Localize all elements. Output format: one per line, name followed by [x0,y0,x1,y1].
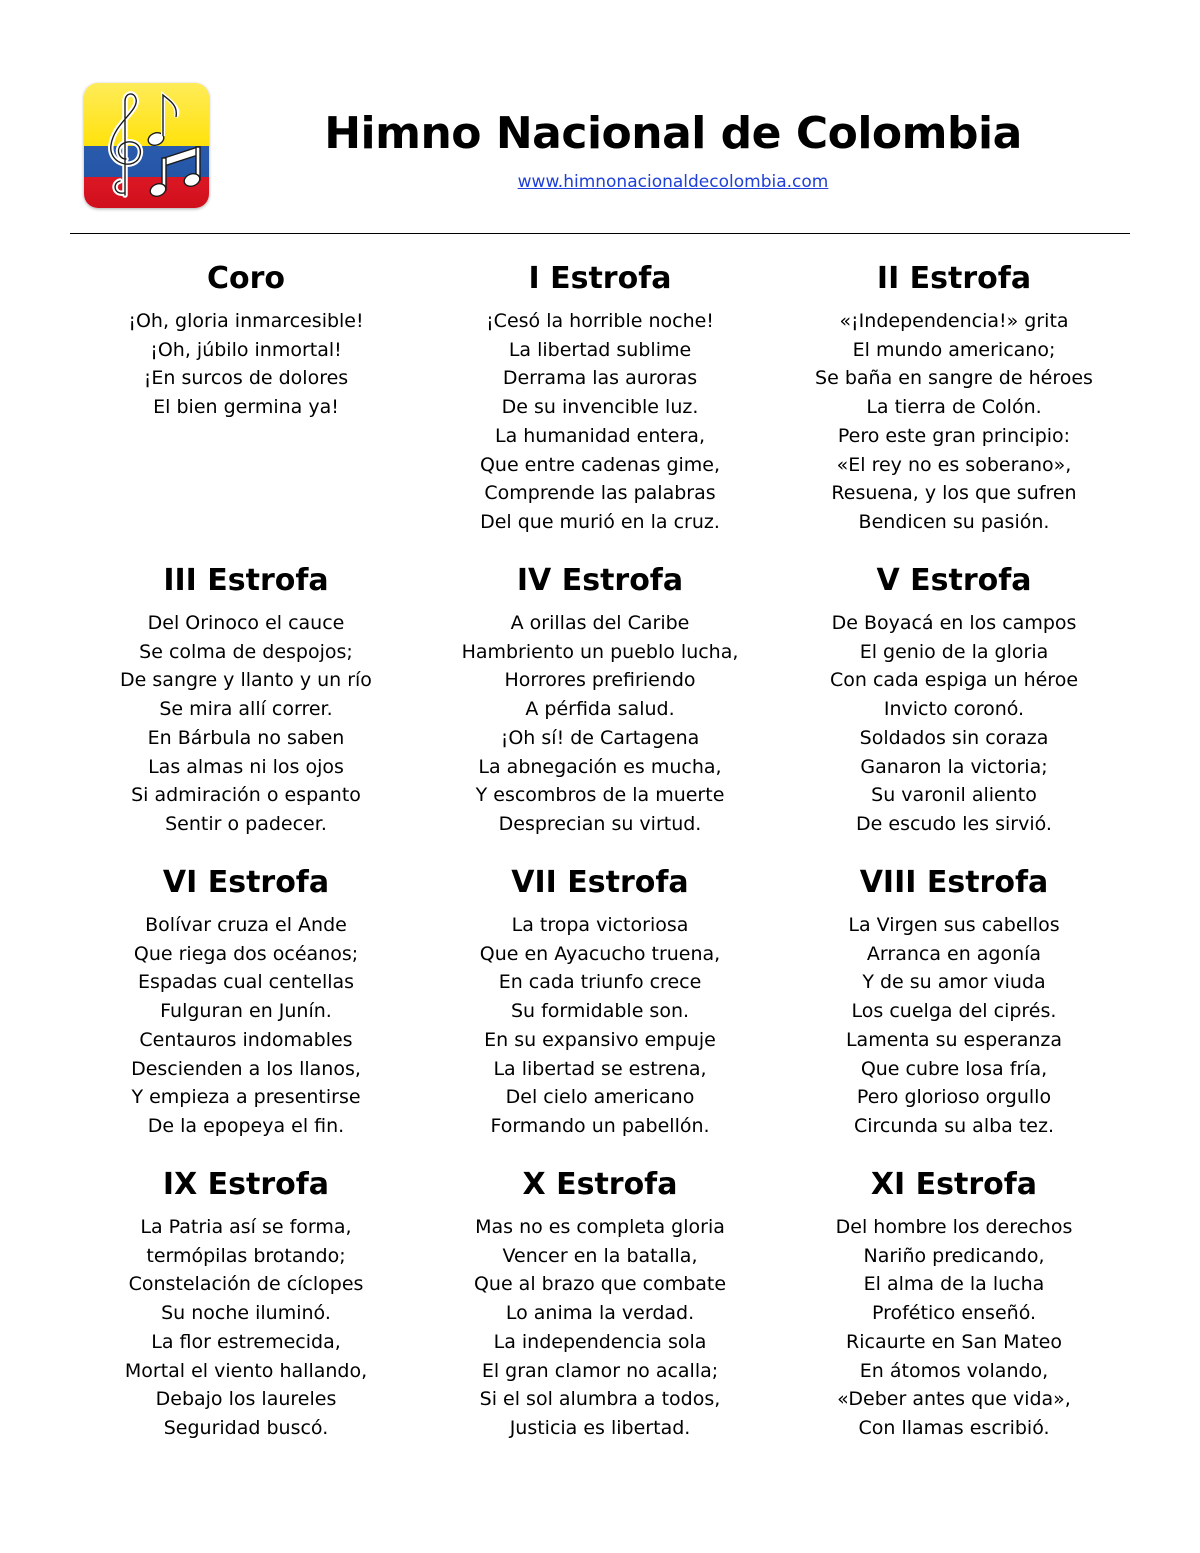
stanza-line: ¡Oh sí! de Cartagena [500,726,700,749]
stanza-line: Horrores prefiriendo [504,669,696,692]
stanza-line: Del que murió en la cruz. [480,510,720,533]
stanza-line: De su invencible luz. [501,396,699,419]
stanza-line: En su expansivo empuje [484,1028,716,1051]
stanza-line: Desprecian su virtud. [498,812,702,835]
stanza-title: V Estrofa [876,563,1032,598]
stanza-block [70,255,422,557]
stanza-line: El mundo americano; [852,338,1056,361]
stanza-title: VII Estrofa [511,865,689,900]
stanza-line: Y de su amor viuda [862,971,1046,994]
stanza-line: Formando un pabellón. [490,1114,710,1137]
stanza-line: En Bárbula no saben [147,726,345,749]
stanza-line: El genio de la gloria [859,640,1049,663]
stanza-line: Arranca en agonía [866,942,1042,965]
stanza-line: Y escombros de la muerte [475,784,725,807]
stanza-line: De sangre y llanto y un río [120,669,372,692]
stanza-line: Profético enseñó. [871,1302,1037,1325]
stanza-line: Su formidable son. [510,1000,690,1023]
stanza-line: El alma de la lucha [863,1273,1045,1296]
stanza-line: ¡En surcos de dolores [143,367,349,390]
stanza-line: Mortal el viento hallando, [124,1359,368,1382]
stanza-line: Comprende las palabras [484,482,716,505]
stanza-line: Que en Ayacucho truena, [479,942,721,965]
stanza-line: La tropa victoriosa [511,914,689,936]
stanza-line: La Virgen sus cabellos [848,914,1060,936]
stanza-line: Y empieza a presentirse [131,1086,361,1109]
stanza-line: La Patria así se forma, [140,1216,352,1238]
stanza-line: La humanidad entera, [495,424,705,447]
stanza-block [424,1161,776,1463]
stanza-title: X Estrofa [522,1167,678,1202]
stanza-block [778,1161,1130,1463]
stanza-line: Que riega dos océanos; [133,942,359,965]
stanza-line: Ricaurte en San Mateo [846,1330,1062,1353]
stanza-line: Circunda su alba tez. [853,1114,1054,1137]
stanza-title: IV Estrofa [516,563,684,598]
stanza-block [70,557,422,859]
stanza-line: La independencia sola [493,1330,707,1353]
header-divider [70,233,1130,234]
stanza-block [70,1161,422,1463]
stanza-block [424,859,776,1161]
stanza-line: ¡Cesó la horrible noche! [486,310,714,332]
stanza-line: Si el sol alumbra a todos, [479,1388,721,1411]
music-notes-flag-icon [84,83,209,208]
stanza-line: En cada triunfo crece [498,971,702,994]
stanza-title: VIII Estrofa [859,865,1049,900]
stanza-title: Coro [206,261,286,296]
stanza-line: Seguridad buscó. [163,1416,329,1439]
stanza-line: Las almas ni los ojos [148,755,344,778]
stanza-line: De la epopeya el fin. [147,1114,345,1137]
stanza-line: Debajo los laureles [155,1388,337,1411]
stanza-line: Del hombre los derechos [835,1216,1073,1238]
stanza-title: II Estrofa [876,261,1032,296]
stanza-line: La abnegación es mucha, [478,755,722,778]
stanza-line: «¡Independencia!» grita [839,310,1069,332]
stanza-line: Se mira allí correr. [159,698,333,721]
stanza-line: Constelación de cíclopes [128,1273,364,1296]
stanza-line: Pero glorioso orgullo [856,1086,1052,1109]
stanza-line: El gran clamor no acalla; [481,1359,719,1382]
stanza-line: Nariño predicando, [863,1244,1045,1267]
stanza-line: Que cubre losa fría, [860,1057,1048,1080]
stanza-line: «El rey no es soberano», [836,453,1072,476]
stanza-line: Con cada espiga un héroe [829,669,1079,692]
stanza-line: A pérfida salud. [525,698,675,721]
stanza-line: Derrama las auroras [502,367,698,390]
page-title: Himno Nacional de Colombia [324,108,1022,159]
stanza-line: Descienden a los llanos, [131,1057,361,1080]
stanza-line: El bien germina ya! [153,396,339,419]
stanza-line: Lo anima la verdad. [505,1302,695,1325]
stanza-line: Que entre cadenas gime, [479,453,721,476]
stanza-line: Fulguran en Junín. [160,1000,332,1023]
stanza-line: Se baña en sangre de héroes [815,367,1093,390]
stanza-title: XI Estrofa [870,1167,1038,1202]
stanza-block [70,859,422,1161]
stanza-line: La libertad sublime [508,338,692,361]
stanza-grid [70,255,1130,1463]
stanza-line: Soldados sin coraza [859,726,1049,749]
stanza-line: Que al brazo que combate [473,1273,727,1296]
stanza-line: La tierra de Colón. [866,396,1042,419]
stanza-line: «Deber antes que vida», [837,1388,1071,1411]
stanza-block [778,557,1130,859]
stanza-line: A orillas del Caribe [510,612,690,634]
stanza-line: Pero este gran principio: [837,424,1071,447]
stanza-line: Los cuelga del ciprés. [851,1000,1057,1023]
stanza-title: III Estrofa [163,563,329,598]
stanza-line: Bolívar cruza el Ande [145,914,347,936]
stanza-line: ¡Oh, gloria inmarcesible! [128,310,364,332]
website-link-container [230,170,1116,194]
stanza-line: Centauros indomables [139,1028,353,1051]
stanza-line: Su varonil aliento [871,784,1037,807]
stanza-line: Se colma de despojos; [139,640,353,663]
stanza-line: Espadas cual centellas [137,971,355,994]
stanza-block [424,557,776,859]
website-link[interactable]: www.himnonacionaldecolombia.com [517,172,829,192]
stanza-line: Si admiración o espanto [131,784,361,807]
stanza-line: Lamenta su esperanza [845,1028,1063,1051]
stanza-line: Vencer en la batalla, [502,1244,698,1267]
stanza-line: De Boyacá en los campos [831,612,1077,634]
stanza-line: Sentir o padecer. [165,812,327,835]
stanza-line: Del cielo americano [505,1086,695,1109]
stanza-line: De escudo les sirvió. [856,812,1052,835]
stanza-line: Mas no es completa gloria [475,1216,725,1238]
stanza-line: La libertad se estrena, [493,1057,707,1080]
stanza-line: Resuena, y los que sufren [831,482,1077,505]
stanza-block [778,859,1130,1161]
stanza-line: Su noche iluminó. [161,1302,331,1325]
stanza-line: Con llamas escribió. [858,1416,1050,1439]
stanza-line: termópilas brotando; [146,1244,346,1267]
stanza-line: La flor estremecida, [151,1330,341,1353]
stanza-block [778,255,1130,557]
stanza-line: Justicia es libertad. [509,1416,691,1439]
stanza-title: I Estrofa [528,261,672,296]
stanza-title: VI Estrofa [162,865,330,900]
stanza-line: Invicto coronó. [883,698,1025,721]
stanza-line: Del Orinoco el cauce [147,612,345,634]
stanza-line: Bendicen su pasión. [858,510,1050,533]
stanza-line: Ganaron la victoria; [860,755,1048,778]
stanza-line: ¡Oh, júbilo inmortal! [150,338,342,361]
stanza-title: IX Estrofa [162,1167,330,1202]
stanza-line: Hambriento un pueblo lucha, [461,640,739,663]
stanza-line: En átomos volando, [859,1359,1049,1382]
stanza-block [424,255,776,557]
